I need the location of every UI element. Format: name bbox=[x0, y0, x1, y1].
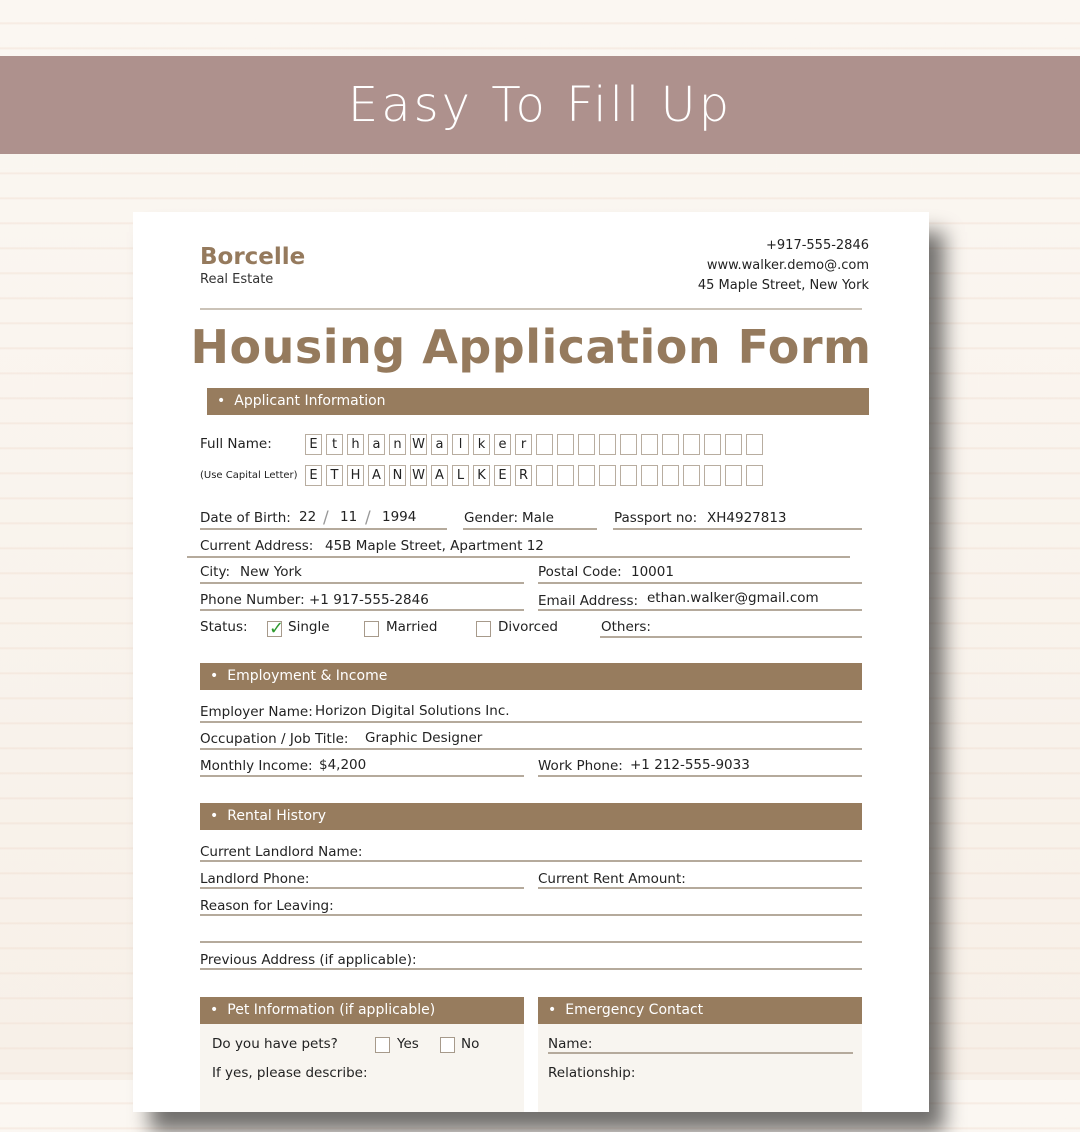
char-box[interactable]: R bbox=[515, 465, 532, 486]
char-box[interactable]: K bbox=[473, 465, 490, 486]
char-box[interactable] bbox=[578, 465, 595, 486]
bullet-icon: • bbox=[210, 1002, 219, 1018]
status-single-label: Single bbox=[288, 619, 330, 635]
form-title: Housing Application Form bbox=[190, 320, 872, 374]
char-box[interactable]: A bbox=[431, 465, 448, 486]
full-name-label: Full Name: bbox=[200, 436, 272, 452]
pets-describe-label: If yes, please describe: bbox=[212, 1065, 368, 1081]
char-box[interactable] bbox=[641, 434, 658, 455]
email-value[interactable]: ethan.walker@gmail.com bbox=[647, 590, 819, 606]
status-married-checkbox[interactable] bbox=[364, 621, 379, 637]
dob-separator: / bbox=[323, 508, 329, 528]
section-title: Employment & Income bbox=[227, 668, 388, 684]
char-box[interactable] bbox=[641, 465, 658, 486]
previous-address-label: Previous Address (if applicable): bbox=[200, 952, 417, 968]
section-rental-history bbox=[200, 803, 862, 830]
char-box[interactable]: H bbox=[347, 465, 364, 486]
char-box[interactable] bbox=[599, 465, 616, 486]
dob-separator: / bbox=[365, 508, 371, 528]
employer-value[interactable]: Horizon Digital Solutions Inc. bbox=[315, 703, 510, 719]
char-box[interactable] bbox=[662, 465, 679, 486]
char-box[interactable]: T bbox=[326, 465, 343, 486]
dob-year[interactable]: 1994 bbox=[382, 509, 417, 525]
char-box[interactable]: n bbox=[389, 434, 406, 455]
status-divorced-checkbox[interactable] bbox=[476, 621, 491, 637]
postal-value[interactable]: 10001 bbox=[631, 564, 674, 580]
char-box[interactable]: e bbox=[494, 434, 511, 455]
dob-day[interactable]: 22 bbox=[299, 509, 317, 525]
char-box[interactable] bbox=[662, 434, 679, 455]
address-value[interactable]: 45B Maple Street, Apartment 12 bbox=[325, 538, 544, 554]
gender-underline bbox=[463, 528, 597, 530]
contact-website: www.walker.demo@.com bbox=[706, 258, 869, 273]
pets-question: Do you have pets? bbox=[212, 1036, 338, 1052]
char-box[interactable] bbox=[557, 465, 574, 486]
char-box[interactable]: r bbox=[515, 434, 532, 455]
occupation-underline bbox=[200, 748, 862, 750]
brand-subtitle: Real Estate bbox=[200, 272, 274, 287]
pets-no-label: No bbox=[461, 1036, 480, 1052]
section-pet-information bbox=[200, 997, 524, 1024]
emergency-relationship-label: Relationship: bbox=[548, 1065, 636, 1081]
email-label: Email Address: bbox=[538, 593, 639, 609]
previous-address-underline[interactable] bbox=[200, 968, 862, 970]
char-box[interactable] bbox=[683, 434, 700, 455]
employer-underline bbox=[200, 721, 862, 723]
brand-block bbox=[200, 244, 305, 288]
char-box[interactable] bbox=[620, 465, 637, 486]
capital-letter-label: (Use Capital Letter) bbox=[200, 470, 298, 481]
char-box[interactable] bbox=[746, 465, 763, 486]
section-title: Pet Information (if applicable) bbox=[227, 1002, 436, 1018]
landlord-name-label: Current Landlord Name: bbox=[200, 844, 363, 860]
char-box[interactable] bbox=[704, 465, 721, 486]
dob-underline bbox=[200, 528, 447, 530]
char-box[interactable]: E bbox=[305, 434, 322, 455]
gender-label: Gender: bbox=[464, 510, 519, 526]
char-box[interactable]: A bbox=[368, 465, 385, 486]
employer-label: Employer Name: bbox=[200, 704, 313, 720]
occupation-value[interactable]: Graphic Designer bbox=[365, 730, 483, 746]
char-box[interactable] bbox=[725, 465, 742, 486]
char-box[interactable] bbox=[578, 434, 595, 455]
reason-label: Reason for Leaving: bbox=[200, 898, 334, 914]
income-value[interactable]: $4,200 bbox=[319, 757, 367, 773]
char-box[interactable]: t bbox=[326, 434, 343, 455]
landlord-phone-label: Landlord Phone: bbox=[200, 871, 310, 887]
char-box[interactable] bbox=[704, 434, 721, 455]
char-box[interactable] bbox=[536, 434, 553, 455]
char-box[interactable] bbox=[725, 434, 742, 455]
email-underline bbox=[538, 609, 862, 611]
pets-no-checkbox[interactable] bbox=[440, 1037, 455, 1053]
char-box[interactable]: a bbox=[368, 434, 385, 455]
passport-label: Passport no: bbox=[614, 510, 698, 526]
char-box[interactable]: W bbox=[410, 434, 427, 455]
work-phone-underline bbox=[538, 775, 862, 777]
status-single-checkbox[interactable] bbox=[267, 618, 285, 639]
phone-underline bbox=[200, 609, 524, 611]
section-emergency-contact bbox=[538, 997, 862, 1024]
postal-underline bbox=[538, 582, 862, 584]
pets-yes-label: Yes bbox=[397, 1036, 419, 1052]
reason-underline-2[interactable] bbox=[200, 941, 862, 943]
contact-phone: +917-555-2846 bbox=[766, 238, 869, 253]
address-label: Current Address: bbox=[200, 538, 314, 554]
emergency-name-label: Name: bbox=[548, 1036, 593, 1052]
bullet-icon: • bbox=[217, 393, 226, 409]
status-married-label: Married bbox=[386, 619, 438, 635]
phone-label: Phone Number: bbox=[200, 592, 305, 608]
address-underline bbox=[187, 556, 850, 558]
char-box[interactable]: E bbox=[494, 465, 511, 486]
status-label: Status: bbox=[200, 619, 248, 635]
emergency-name-underline[interactable] bbox=[548, 1052, 853, 1054]
char-box[interactable]: h bbox=[347, 434, 364, 455]
work-phone-label: Work Phone: bbox=[538, 758, 623, 774]
promo-banner bbox=[0, 56, 1080, 154]
others-underline[interactable] bbox=[600, 636, 862, 638]
section-employment-income bbox=[200, 663, 862, 690]
dob-label: Date of Birth: bbox=[200, 510, 291, 526]
city-underline bbox=[200, 582, 524, 584]
char-box[interactable] bbox=[536, 465, 553, 486]
gender-value[interactable]: Male bbox=[522, 510, 554, 526]
char-box[interactable] bbox=[557, 434, 574, 455]
char-box[interactable]: W bbox=[410, 465, 427, 486]
char-box[interactable]: l bbox=[452, 434, 469, 455]
status-others-label: Others: bbox=[601, 619, 651, 635]
banner-title: Easy To Fill Up bbox=[347, 77, 733, 133]
char-box[interactable] bbox=[746, 434, 763, 455]
capital-name-char-boxes[interactable] bbox=[305, 465, 763, 486]
char-box[interactable]: N bbox=[389, 465, 406, 486]
char-box[interactable] bbox=[599, 434, 616, 455]
bullet-icon: • bbox=[548, 1002, 557, 1018]
dob-month[interactable]: 11 bbox=[340, 509, 358, 525]
pets-yes-checkbox[interactable] bbox=[375, 1037, 390, 1053]
occupation-label: Occupation / Job Title: bbox=[200, 731, 349, 747]
city-label: City: bbox=[200, 564, 231, 580]
passport-value[interactable]: XH4927813 bbox=[707, 510, 787, 526]
char-box[interactable] bbox=[620, 434, 637, 455]
section-title: Rental History bbox=[227, 808, 327, 824]
section-title: Emergency Contact bbox=[565, 1002, 704, 1018]
bullet-icon: • bbox=[210, 668, 219, 684]
checkmark-icon: ✓ bbox=[269, 618, 285, 639]
income-label: Monthly Income: bbox=[200, 758, 313, 774]
section-applicant-information bbox=[207, 388, 869, 415]
passport-underline bbox=[613, 528, 862, 530]
full-name-char-boxes[interactable] bbox=[305, 434, 763, 455]
rent-amount-underline[interactable] bbox=[538, 887, 862, 889]
char-box[interactable] bbox=[683, 465, 700, 486]
char-box[interactable]: k bbox=[473, 434, 490, 455]
city-value[interactable]: New York bbox=[240, 564, 302, 580]
char-box[interactable]: L bbox=[452, 465, 469, 486]
contact-block bbox=[698, 236, 869, 296]
rent-amount-label: Current Rent Amount: bbox=[538, 871, 686, 887]
brand-name: Borcelle bbox=[200, 244, 306, 270]
bullet-icon: • bbox=[210, 808, 219, 824]
income-underline bbox=[200, 775, 524, 777]
char-box[interactable]: a bbox=[431, 434, 448, 455]
work-phone-value[interactable]: +1 212-555-9033 bbox=[630, 757, 750, 773]
phone-value[interactable]: +1 917-555-2846 bbox=[309, 592, 429, 608]
status-divorced-label: Divorced bbox=[498, 619, 558, 635]
contact-address: 45 Maple Street, New York bbox=[697, 278, 869, 293]
postal-label: Postal Code: bbox=[538, 564, 622, 580]
char-box[interactable]: E bbox=[305, 465, 322, 486]
header-divider bbox=[200, 308, 862, 310]
form-page bbox=[133, 212, 929, 1112]
section-title: Applicant Information bbox=[234, 393, 386, 409]
landlord-name-underline[interactable] bbox=[200, 860, 862, 862]
landlord-phone-underline[interactable] bbox=[200, 887, 524, 889]
reason-underline[interactable] bbox=[200, 914, 862, 916]
